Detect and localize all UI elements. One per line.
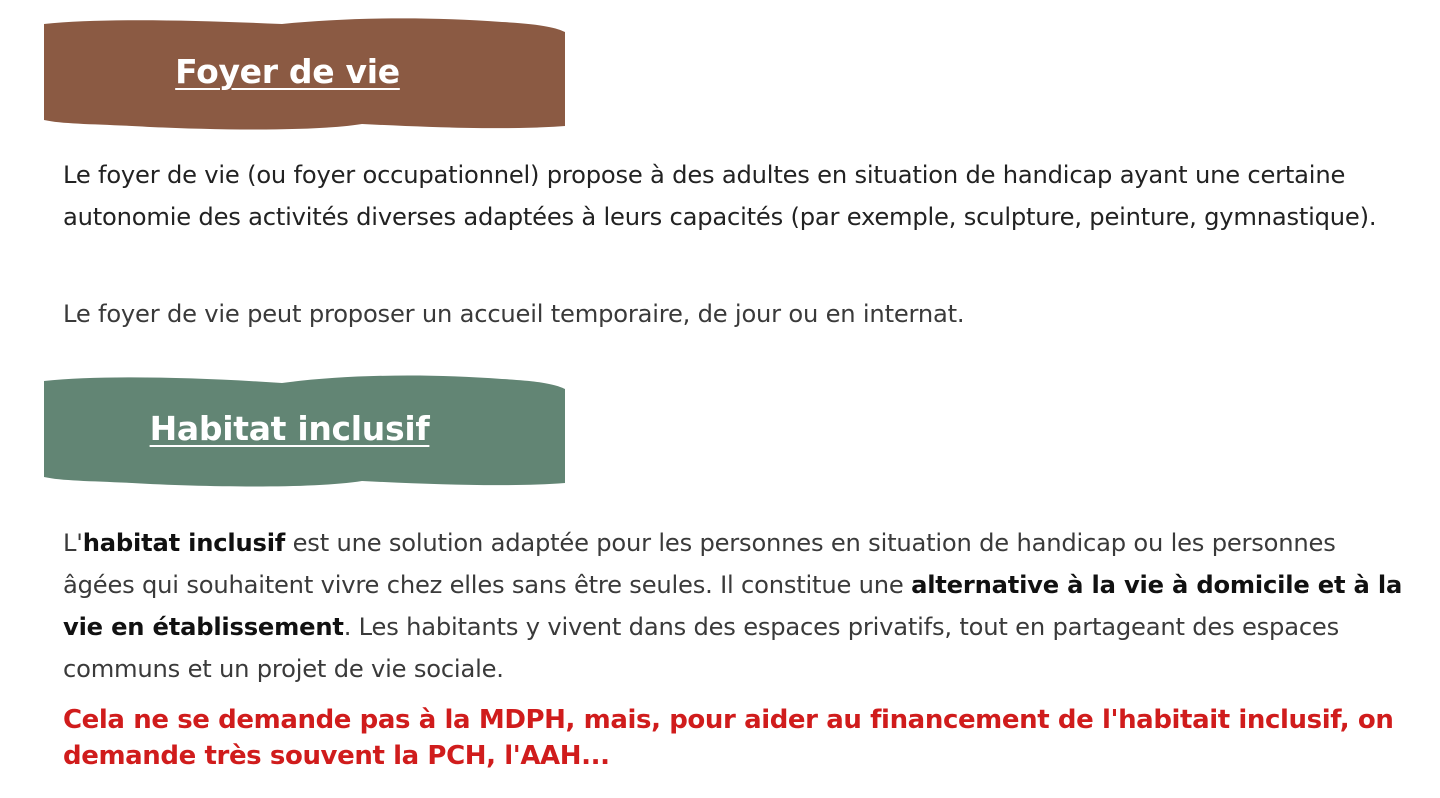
mdph-warning: Cela ne se demande pas à la MDPH, mais, pour aider au financement de l'habitait inclusif, on demande très souvent la PCH, l'AAH... [63,705,1394,771]
foyer-de-vie-description: Le foyer de vie (ou foyer occupationnel) propose à des adultes en situation de handicap ayant une certaine autonomie des activités diverses adaptées à leurs capacités (par exemple, sculpture, peinture, gymnastique). [63,161,1377,231]
foyer-de-vie-title: Foyer de vie [175,52,400,91]
alternative-bold: alternative à la vie à domicile et à la vie en établissement [63,571,1403,641]
habitat-inclusif-description: L'habitat inclusif est une solution adaptée pour les personnes en situation de handicap ou les personnes âgées qui souhaitent vivre chez elles sans être seules. Il constitue une alternative à la vie à domicile et à la vie en établissement. Les habitants y vivent dans des espaces privatifs, tout en partageant des espaces communs et un projet de vie sociale. [63,529,1403,683]
habitat-inclusif-banner [42,375,565,489]
habitat-inclusif-title: Habitat inclusif [149,409,430,448]
habitat-inclusif-bold: habitat inclusif [82,529,286,557]
foyer-de-vie-banner [42,18,565,132]
foyer-de-vie-accueil: Le foyer de vie peut proposer un accueil temporaire, de jour ou en internat. [63,300,965,328]
